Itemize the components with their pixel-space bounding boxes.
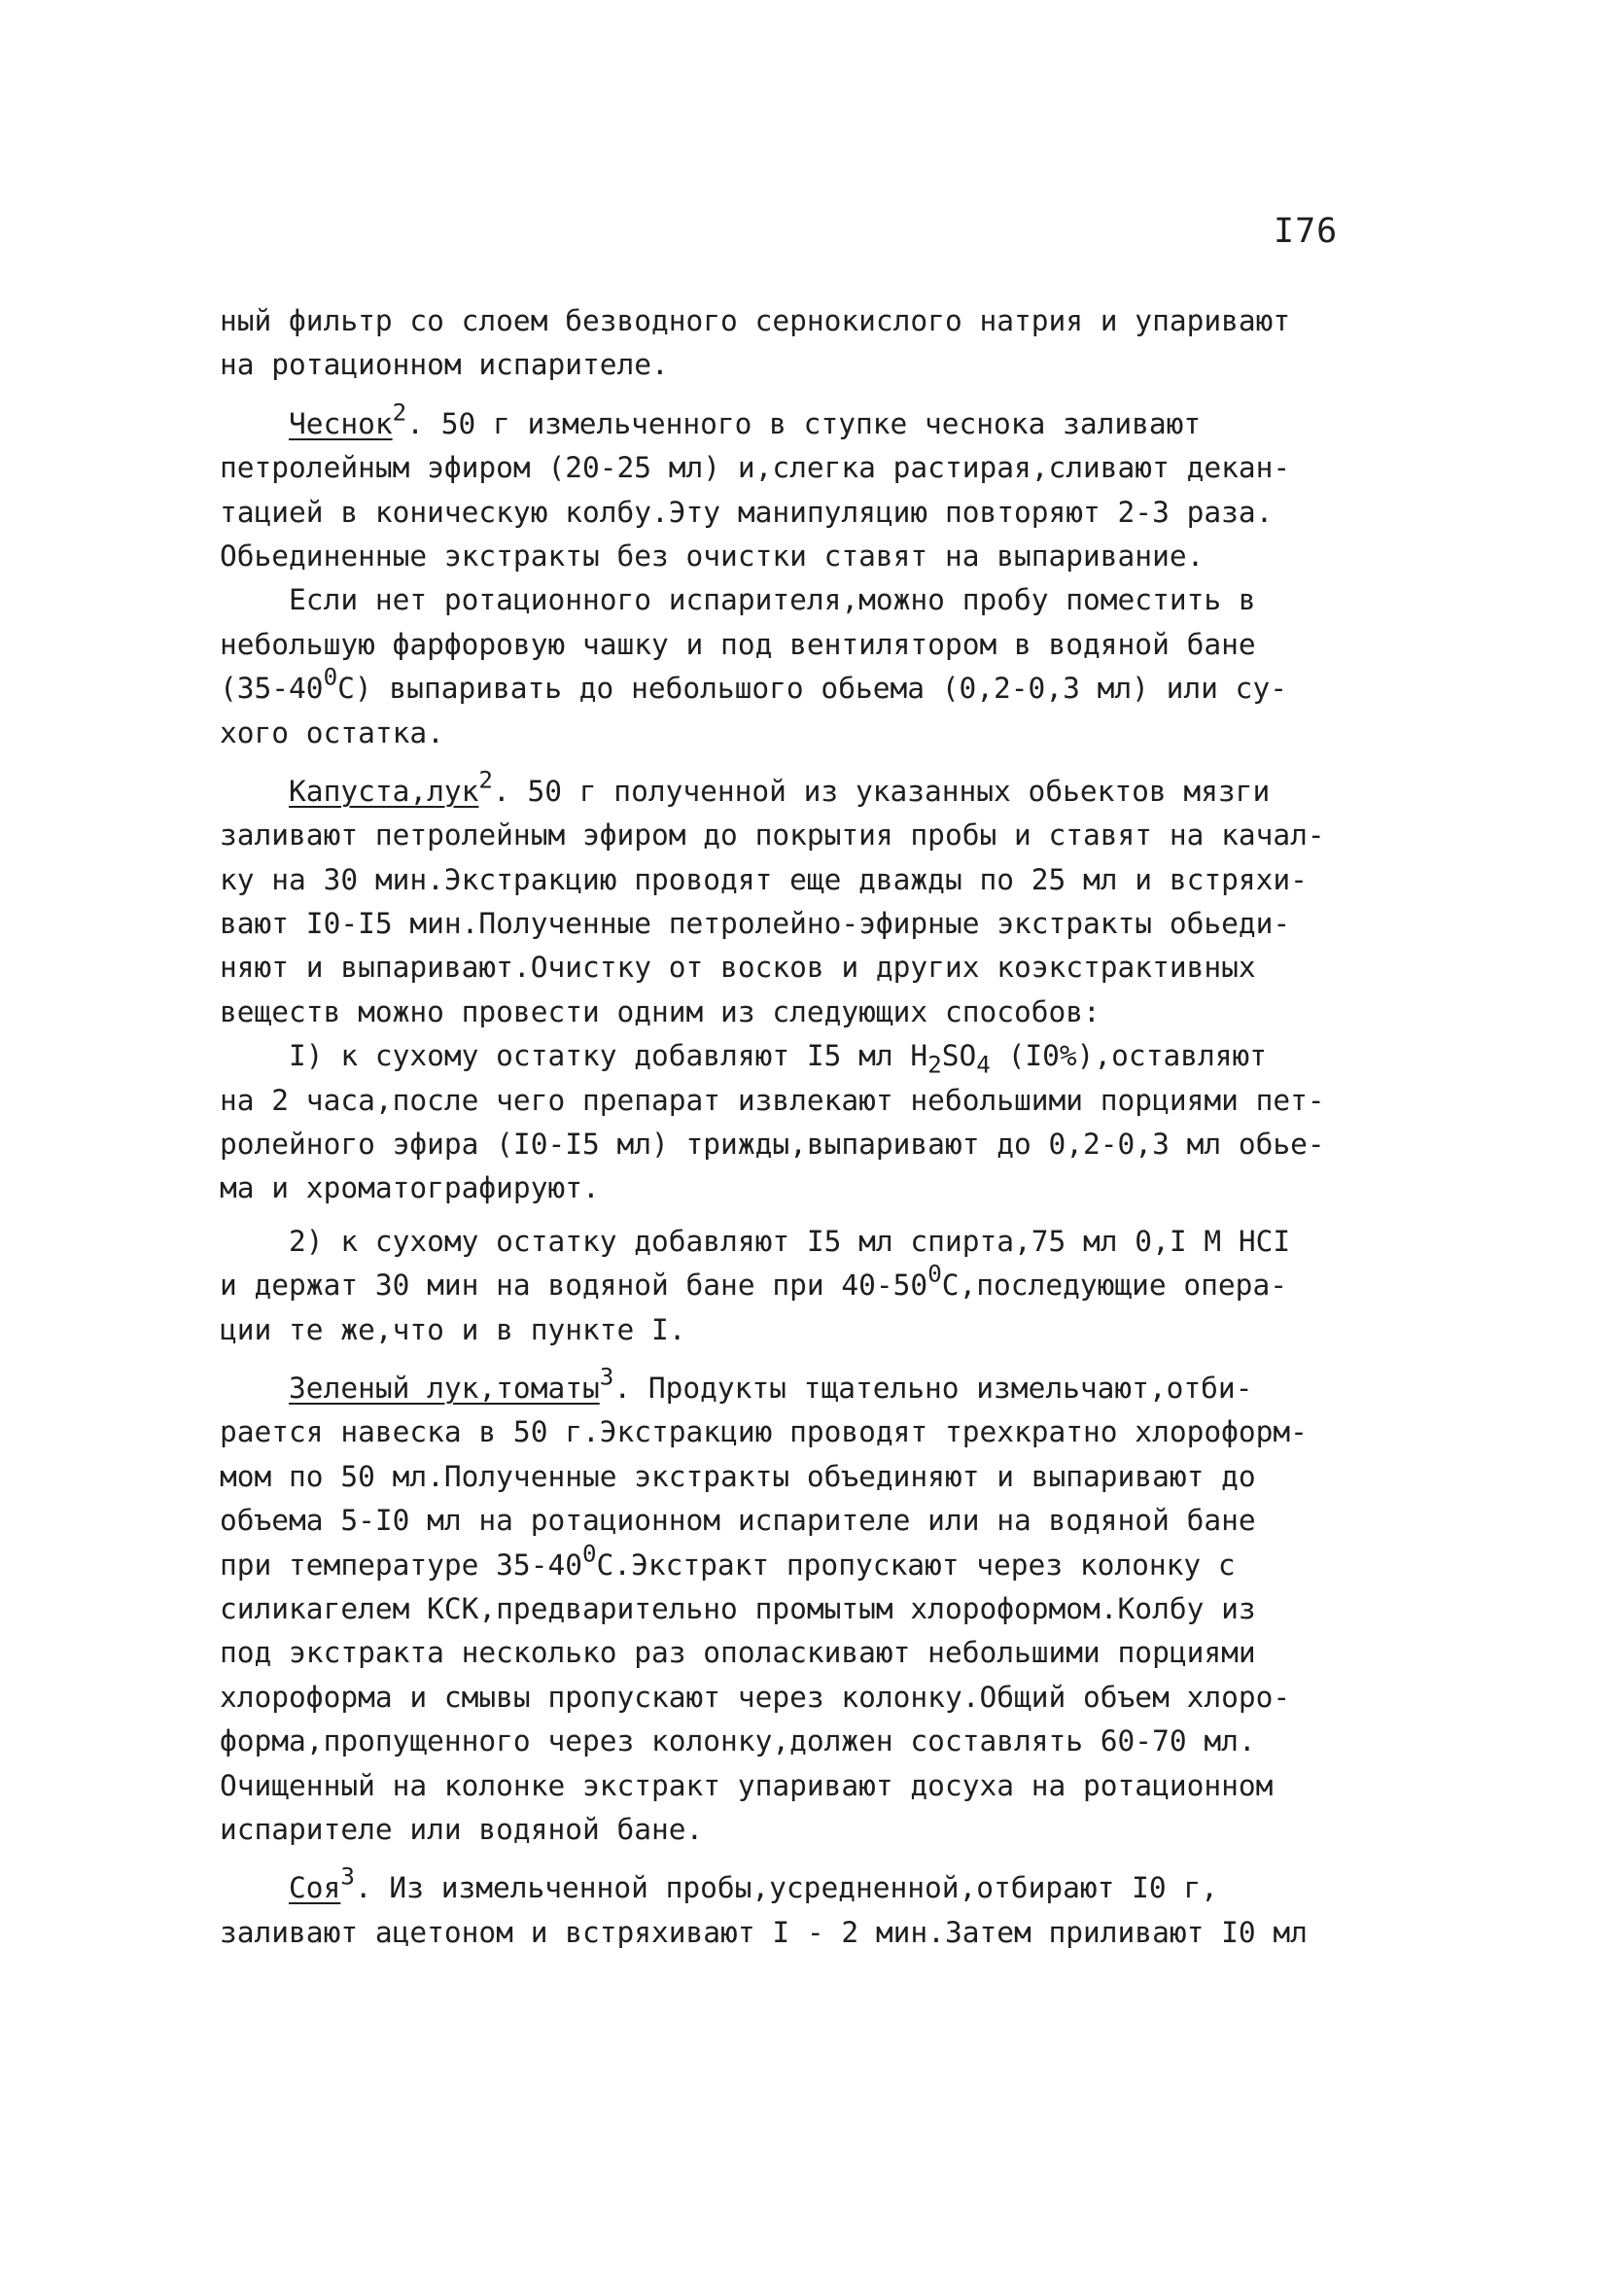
section-cabbage-heading-line: Капуста,лук$^2$. 50 г полученной из указанных обьектов мязги	[289, 766, 1271, 808]
footnote-ref: 2	[392, 399, 407, 427]
text-line: силикагелем КСК,предварительно промытым хлороформом.Колбу из	[220, 1591, 1256, 1625]
body-text	[220, 299, 1416, 1955]
text-line: тацией в коническую колбу.Эту манипуляцию повторяют 2-3 раза.	[220, 495, 1274, 529]
section-green-onion-heading-line: Зеленый лук,томаты$^3$. Продукты тщательно измельчают,отби-	[289, 1363, 1253, 1405]
text-line: заливают петролейным эфиром до покрытия пробы и ставят на качал-	[220, 818, 1325, 852]
text-line: петролейным эфиром (20-25 мл) и,слегка растирая,сливают декан-	[220, 451, 1291, 485]
text-line: при температуре $35-40^0C.Экстракт$ пропускают через колонку с	[220, 1540, 1236, 1582]
page-number: I76	[1274, 212, 1339, 251]
text-line: Если нет ротационного испарителя,можно пробу поместить в	[220, 583, 1256, 617]
text-line: форма,пропущенного через колонку,должен составлять 60-70 мл.	[220, 1724, 1256, 1758]
footnote-ref: 3	[340, 1862, 355, 1891]
method-1-line: I) к сухому остатку добавляют I5 мл $H_2SO_4$ (I0%),оставляют	[220, 1039, 1268, 1079]
section-soy-heading-line: Соя$^3$. Из измельченной пробы,усредненной,отбирают I0 г,	[289, 1862, 1218, 1905]
text-line: хлороформа и смывы пропускают через колонку.Общий объем хлоро-	[220, 1680, 1291, 1714]
footnote-ref: 2	[478, 766, 493, 794]
text-line: няют и выпаривают.Очистку от восков и других коэкстрактивных	[220, 951, 1256, 985]
text-line: веществ можно провести одним из следующих способов:	[220, 994, 1101, 1028]
text-line: вают I0-I5 мин.Полученные петролейно-эфирные экстракты обьеди-	[220, 907, 1291, 941]
text-line: заливают ацетоном и встряхивают I - 2 мин.Затем приливают I0 мл	[220, 1915, 1308, 1949]
footnote-ref: 3	[599, 1363, 614, 1391]
section-title-garlic: Чеснок	[289, 406, 393, 440]
text-line: на ротационном испарителе.	[220, 348, 669, 382]
section-title-soy: Соя	[289, 1871, 341, 1905]
section-garlic-heading-line: Чеснок$^2$. 50 г измельченного в ступке чеснока заливают	[289, 399, 1202, 440]
text-line: на 2 часа,после чего препарат извлекают небольшими порциями пет-	[220, 1083, 1325, 1117]
text-line: небольшую фарфоровую чашку и под вентилятором в водяной бане	[220, 627, 1256, 661]
text-line: рается навеска в 50 г.Экстракцию проводят трехкратно хлороформ-	[220, 1415, 1308, 1449]
text-line: хого остатка.	[220, 715, 444, 749]
text-line: ма и хроматографируют.	[220, 1171, 600, 1205]
text-line: ный фильтр со слоем безводного сернокислого натрия и упаривают	[220, 304, 1291, 337]
text-line: Очищенный на колонке экстракт упаривают досуха на ротационном	[220, 1768, 1274, 1802]
text-line: испарителе или водяной бане.	[220, 1812, 704, 1846]
text-line: и держат 30 мин на водяной бане при $40-50^0C,последующие$ опера-	[220, 1260, 1287, 1303]
method-2-line: 2) к сухому остатку добавляют I5 мл спирта,75 мл 0,I M HCI	[220, 1224, 1291, 1258]
text-line: ролейного эфира (I0-I5 мл) трижды,выпаривают до 0,2-0,3 мл обье-	[220, 1128, 1325, 1162]
text-line: под экстракта несколько раз ополаскивают небольшими порциями	[220, 1636, 1256, 1670]
text-line: ку на 30 мин.Экстракцию проводят еще дважды по 25 мл и встряхи-	[220, 862, 1308, 896]
text-line: мом по 50 мл.Полученные экстракты объединяют и выпаривают до	[220, 1459, 1256, 1493]
text-line: $(35-40^0C)$ выпаривать до небольшого обьема (0,2-0,3 мл) или су-	[220, 663, 1287, 706]
text-line: объема 5-I0 мл на ротационном испарителе или на водяной бане	[220, 1504, 1256, 1538]
section-title-cabbage-onion: Капуста,лук	[289, 774, 479, 808]
text-line: Обьединенные экстракты без очистки ставят на выпаривание.	[220, 539, 1205, 573]
section-title-green-onion-tomatoes: Зеленый лук,томаты	[289, 1371, 600, 1405]
text-line: ции те же,что и в пункте I.	[220, 1312, 686, 1346]
